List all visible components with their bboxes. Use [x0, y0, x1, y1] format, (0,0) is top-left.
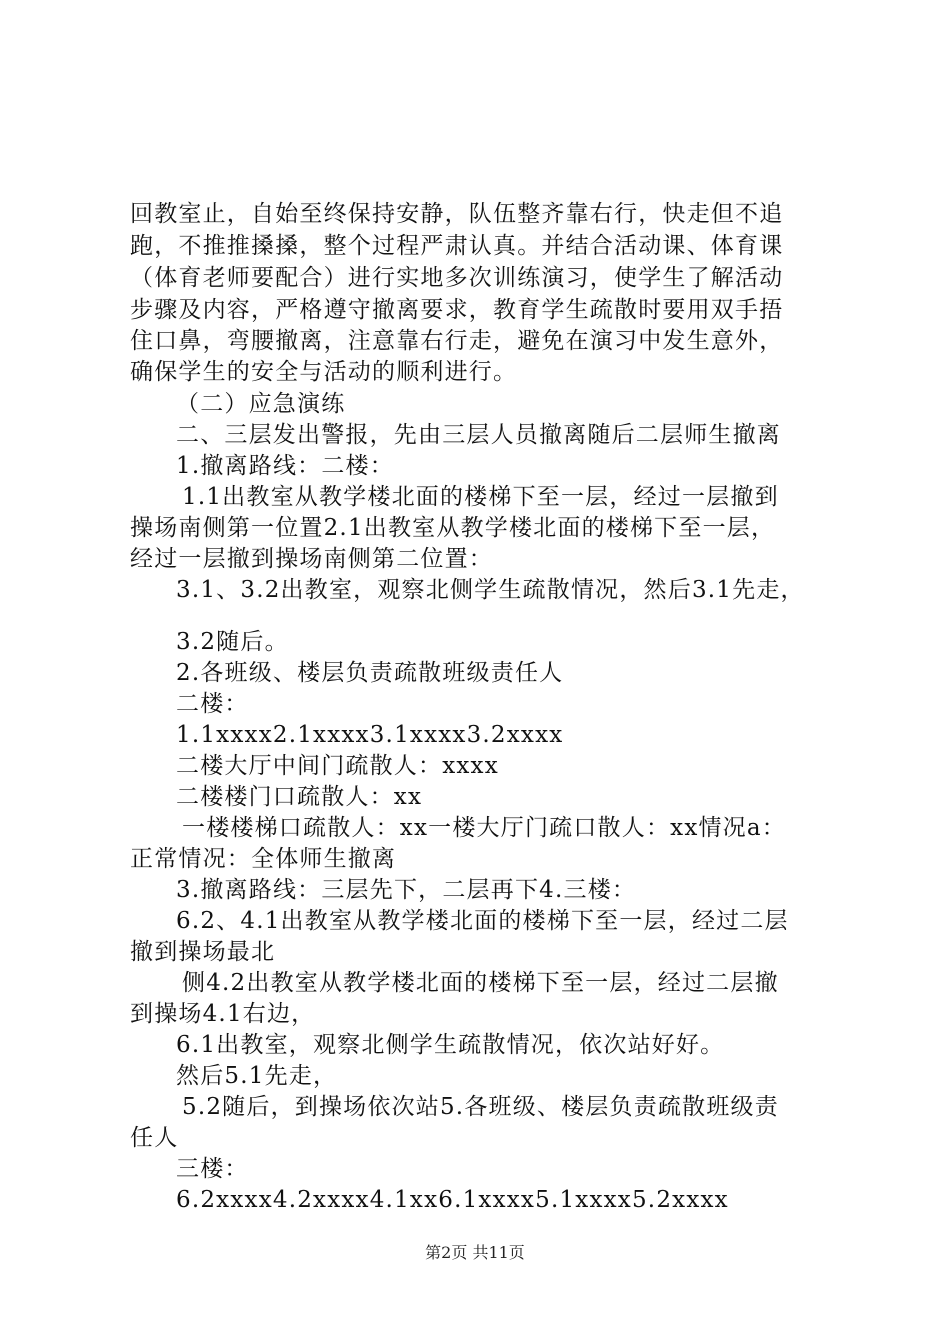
body-text-line: 撤到操场最北 [130, 939, 276, 965]
body-text-line: 任人 [130, 1125, 179, 1151]
body-text-line: 步骤及内容，严格遵守撤离要求，教育学生疏散时要用双手捂 [130, 297, 784, 323]
body-text-line: 正常情况：全体师生撤离 [130, 846, 397, 872]
body-text-line: 住口鼻，弯腰撤离，注意靠右行走，避免在演习中发生意外， [130, 328, 784, 354]
body-text-line: 二楼大厅中间门疏散人：xxxx [176, 753, 499, 779]
body-text-line: 确保学生的安全与活动的顺利进行。 [130, 359, 518, 385]
body-text-line: 回教室止，自始至终保持安静，队伍整齐靠右行，快走但不追 [130, 201, 784, 227]
body-text-line: 跑，不推推搡搡，整个过程严肃认真。并结合活动课、体育课 [130, 233, 784, 259]
body-text-line: 然后5.1先走， [176, 1063, 338, 1089]
body-text-line: 操场南侧第一位置2.1出教室从教学楼北面的楼梯下至一层， [130, 515, 776, 541]
section-heading: （二）应急演练 [176, 391, 346, 417]
body-text-line: 经过一层撤到操场南侧第二位置： [130, 546, 493, 572]
body-text-line: （体育老师要配合）进行实地多次训练演习，使学生了解活动 [130, 265, 784, 291]
body-text-line: 6.1出教室，观察北侧学生疏散情况，依次站好好。 [176, 1032, 725, 1058]
body-text-line: 1.1出教室从教学楼北面的楼梯下至一层，经过一层撤到 [182, 484, 779, 510]
body-text-line: 二楼： [176, 691, 249, 717]
body-text-line: 1.1xxxx2.1xxxx3.1xxxx3.2xxxx [176, 722, 564, 748]
body-text-line: 到操场4.1右边， [130, 1001, 316, 1027]
body-text-line: 6.2、4.1出教室从教学楼北面的楼梯下至一层，经过二层 [176, 908, 789, 934]
page-number-footer: 第2页 共11页 [425, 1243, 525, 1262]
body-text-line: 一楼楼梯口疏散人：xx一楼大厅门疏口散人：xx情况a： [182, 815, 786, 841]
body-text-line: 2.各班级、楼层负责疏散班级责任人 [176, 660, 564, 686]
body-text-line: 3.1、3.2出教室，观察北侧学生疏散情况，然后3.1先走， [176, 577, 805, 603]
body-text-line: 侧4.2出教室从教学楼北面的楼梯下至一层，经过二层撤 [182, 970, 779, 996]
body-text-line: 二楼楼门口疏散人：xx [176, 784, 423, 810]
body-text-line: 5.2随后，到操场依次站5.各班级、楼层负责疏散班级责 [182, 1094, 779, 1120]
body-text-line: 三楼： [176, 1156, 249, 1182]
body-text-line: 6.2xxxx4.2xxxx4.1xx6.1xxxx5.1xxxx5.2xxxx [176, 1187, 729, 1213]
body-text-line: 二、三层发出警报，先由三层人员撤离随后二层师生撤离 [176, 422, 781, 448]
body-text-line: 3.撤离路线：三层先下，二层再下4.三楼： [176, 877, 637, 903]
body-text-line: 1.撤离路线：二楼： [176, 453, 394, 479]
body-text-line: 3.2随后。 [176, 629, 289, 655]
